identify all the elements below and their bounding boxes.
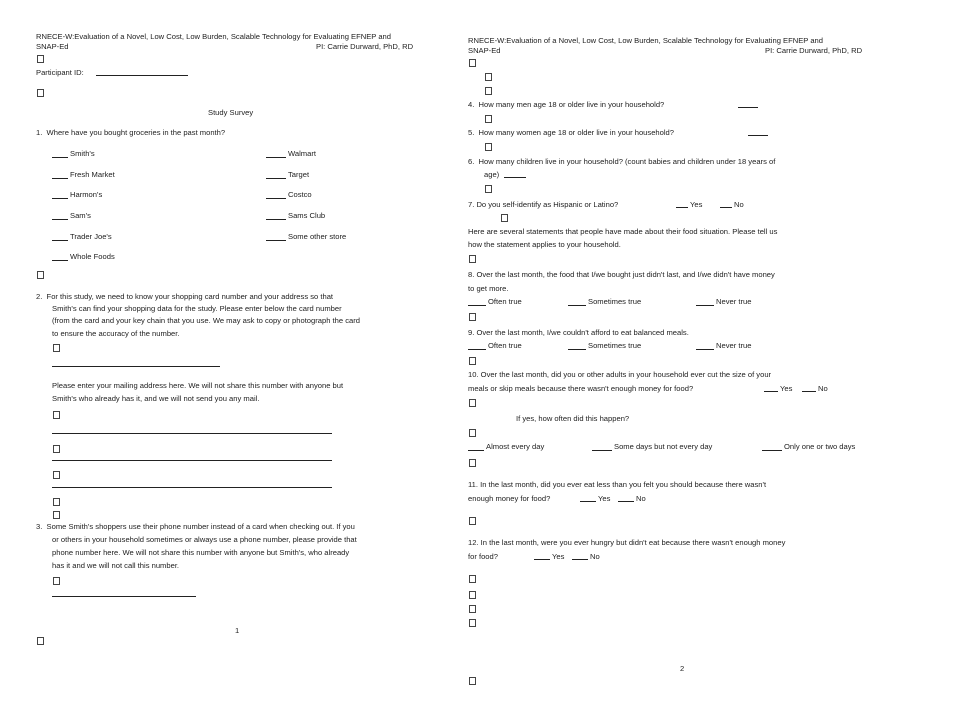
q4-text: 4. How many men age 18 or older live in your household? xyxy=(468,100,665,109)
para-mark xyxy=(468,516,477,525)
q1-blank[interactable] xyxy=(266,178,286,179)
para-mark xyxy=(484,72,493,81)
q1-option: Walmart xyxy=(288,149,316,158)
q10-no-label: No xyxy=(818,384,828,393)
q11-line: 11. In the last month, did you ever eat less than you felt you should because there wasn't xyxy=(468,480,767,489)
para-mark xyxy=(468,574,477,583)
para-mark xyxy=(468,398,477,407)
header-line-1: RNECE-W:Evaluation of a Novel, Low Cost, Low Burden, Scalable Technology for Evaluating EFNEP and xyxy=(468,36,823,45)
address-line-1[interactable] xyxy=(52,433,332,434)
q1-text: 1. Where have you bought groceries in the past month? xyxy=(36,128,226,137)
para-mark xyxy=(484,184,493,193)
header-pi: PI: Carrie Durward, PhD, RD xyxy=(765,46,863,55)
q10-yes-blank[interactable] xyxy=(764,391,778,392)
card-number-field[interactable] xyxy=(52,366,220,367)
q2-mail-line: Smith's who already has it, and we will not send you any mail. xyxy=(52,394,260,403)
q1-blank[interactable] xyxy=(266,219,286,220)
q9-blank[interactable] xyxy=(568,349,586,350)
q12-no-blank[interactable] xyxy=(572,559,588,560)
q8-line: 8. Over the last month, the food that I/we bought just didn't last, and I/we didn't have money xyxy=(468,270,775,279)
q12-yes-blank[interactable] xyxy=(534,559,550,560)
q6-line: 6. How many children live in your household? (count babies and children under 18 years of xyxy=(468,157,776,166)
para-mark xyxy=(36,88,45,97)
q10-followup: If yes, how often did this happen? xyxy=(516,414,630,423)
q10-freq-option: Almost every day xyxy=(486,442,545,451)
para-mark xyxy=(468,604,477,613)
q1-blank[interactable] xyxy=(52,198,68,199)
q3-line: has it and we will not call this number. xyxy=(52,561,180,570)
para-mark xyxy=(52,576,61,585)
q9-blank[interactable] xyxy=(468,349,486,350)
q1-blank[interactable] xyxy=(52,219,68,220)
header-line-1: RNECE-W:Evaluation of a Novel, Low Cost, Low Burden, Scalable Technology for Evaluating EFNEP and xyxy=(36,32,391,41)
q9-option: Often true xyxy=(488,341,522,350)
q3-line: 3. Some Smith's shoppers use their phone number instead of a card when checking out. If you xyxy=(36,522,355,531)
q1-option: Target xyxy=(288,170,310,179)
q8-option: Sometimes true xyxy=(588,297,642,306)
header-line-2: SNAP-Ed xyxy=(468,46,501,55)
para-mark xyxy=(52,444,61,453)
q1-option: Costco xyxy=(288,190,312,199)
address-line-3[interactable] xyxy=(52,487,332,488)
survey-title: Study Survey xyxy=(208,108,254,117)
q10-yes-label: Yes xyxy=(780,384,793,393)
q2-mail-line: Please enter your mailing address here. We will not share this number with anyone but xyxy=(52,381,344,390)
q2-line: Smith's can find your shopping data for the study. Please enter below the card number xyxy=(52,304,342,313)
q8-option: Often true xyxy=(488,297,522,306)
intro-line: Here are several statements that people have made about their food situation. Please tell us xyxy=(468,227,778,236)
q8-blank[interactable] xyxy=(696,305,714,306)
q6-answer[interactable] xyxy=(504,177,526,178)
para-mark xyxy=(468,676,477,685)
para-mark xyxy=(468,458,477,467)
q11-yes-label: Yes xyxy=(598,494,611,503)
q1-blank[interactable] xyxy=(52,240,68,241)
q9-blank[interactable] xyxy=(696,349,714,350)
q1-blank[interactable] xyxy=(266,240,286,241)
q1-option: Whole Foods xyxy=(70,252,115,261)
q10-freq-option: Only one or two days xyxy=(784,442,856,451)
q11-no-blank[interactable] xyxy=(618,501,634,502)
para-mark xyxy=(36,270,45,279)
para-mark xyxy=(52,343,61,352)
page-number: 2 xyxy=(680,664,685,673)
q2-line: to ensure the accuracy of the number. xyxy=(52,329,180,338)
q10-freq-blank[interactable] xyxy=(592,450,612,451)
q7-no-label: No xyxy=(734,200,744,209)
page-2 xyxy=(468,0,960,720)
para-mark xyxy=(36,636,45,645)
para-mark xyxy=(484,86,493,95)
q5-answer[interactable] xyxy=(748,135,768,136)
q7-yes-blank[interactable] xyxy=(676,207,688,208)
q8-option: Never true xyxy=(716,297,752,306)
para-mark xyxy=(468,590,477,599)
q2-line: 2. For this study, we need to know your shopping card number and your address so that xyxy=(36,292,334,301)
q6-line: age) xyxy=(484,170,500,179)
intro-line: how the statement applies to your household. xyxy=(468,240,621,249)
address-line-2[interactable] xyxy=(52,460,332,461)
q1-blank[interactable] xyxy=(52,178,68,179)
q1-option: Smith's xyxy=(70,149,95,158)
q12-yes-label: Yes xyxy=(552,552,565,561)
q10-freq-option: Some days but not every day xyxy=(614,442,713,451)
header-line-2: SNAP-Ed xyxy=(36,42,69,51)
q9-option: Never true xyxy=(716,341,752,350)
para-mark xyxy=(52,470,61,479)
q1-option: Some other store xyxy=(288,232,347,241)
q7-text: 7. Do you self-identify as Hispanic or Latino? xyxy=(468,200,619,209)
para-mark xyxy=(468,428,477,437)
para-mark xyxy=(36,54,45,63)
header-pi: PI: Carrie Durward, PhD, RD xyxy=(316,42,414,51)
q10-freq-blank[interactable] xyxy=(762,450,782,451)
q4-answer[interactable] xyxy=(738,107,758,108)
para-mark xyxy=(484,114,493,123)
participant-label: Participant ID: xyxy=(36,68,84,77)
para-mark xyxy=(52,510,61,519)
q10-line: meals or skip meals because there wasn't enough money for food? xyxy=(468,384,694,393)
q9-text: 9. Over the last month, I/we couldn't afford to eat balanced meals. xyxy=(468,328,689,337)
q7-yes-label: Yes xyxy=(690,200,703,209)
q1-blank[interactable] xyxy=(266,198,286,199)
q1-option: Sams Club xyxy=(288,211,326,220)
para-mark xyxy=(468,58,477,67)
q2-line: (from the card and your key chain that you use. We may ask to copy or photograph the card xyxy=(52,316,360,325)
q11-no-label: No xyxy=(636,494,646,503)
q12-no-label: No xyxy=(590,552,600,561)
q12-line: for food? xyxy=(468,552,498,561)
q10-line: 10. Over the last month, did you or other adults in your household ever cut the size of your xyxy=(468,370,772,379)
q11-line: enough money for food? xyxy=(468,494,551,503)
participant-id-field[interactable] xyxy=(96,75,188,76)
phone-number-field[interactable] xyxy=(52,596,196,597)
q11-yes-blank[interactable] xyxy=(580,501,596,502)
para-mark xyxy=(500,213,509,222)
q10-no-blank[interactable] xyxy=(802,391,816,392)
q1-option: Harmon's xyxy=(70,190,103,199)
para-mark xyxy=(468,356,477,365)
para-mark xyxy=(468,312,477,321)
q1-option: Fresh Market xyxy=(70,170,115,179)
para-mark xyxy=(468,618,477,627)
q8-blank[interactable] xyxy=(568,305,586,306)
page-number: 1 xyxy=(235,626,240,635)
q1-blank[interactable] xyxy=(52,260,68,261)
para-mark xyxy=(52,497,61,506)
q12-line: 12. In the last month, were you ever hungry but didn't eat because there wasn't enough money xyxy=(468,538,786,547)
q5-text: 5. How many women age 18 or older live in your household? xyxy=(468,128,674,137)
q1-option: Trader Joe's xyxy=(70,232,112,241)
q1-option: Sam's xyxy=(70,211,91,220)
q1-blank[interactable] xyxy=(266,157,286,158)
q7-no-blank[interactable] xyxy=(720,207,732,208)
q9-option: Sometimes true xyxy=(588,341,642,350)
q8-blank[interactable] xyxy=(468,305,486,306)
q3-line: phone number here. We will not share this number with anyone but Smith's, who already xyxy=(52,548,350,557)
q3-line: or others in your household sometimes or always use a phone number, please provide that xyxy=(52,535,357,544)
para-mark xyxy=(484,142,493,151)
q8-line: to get more. xyxy=(468,284,509,293)
para-mark xyxy=(52,410,61,419)
para-mark xyxy=(468,254,477,263)
q1-blank[interactable] xyxy=(52,157,68,158)
q10-freq-blank[interactable] xyxy=(468,450,484,451)
